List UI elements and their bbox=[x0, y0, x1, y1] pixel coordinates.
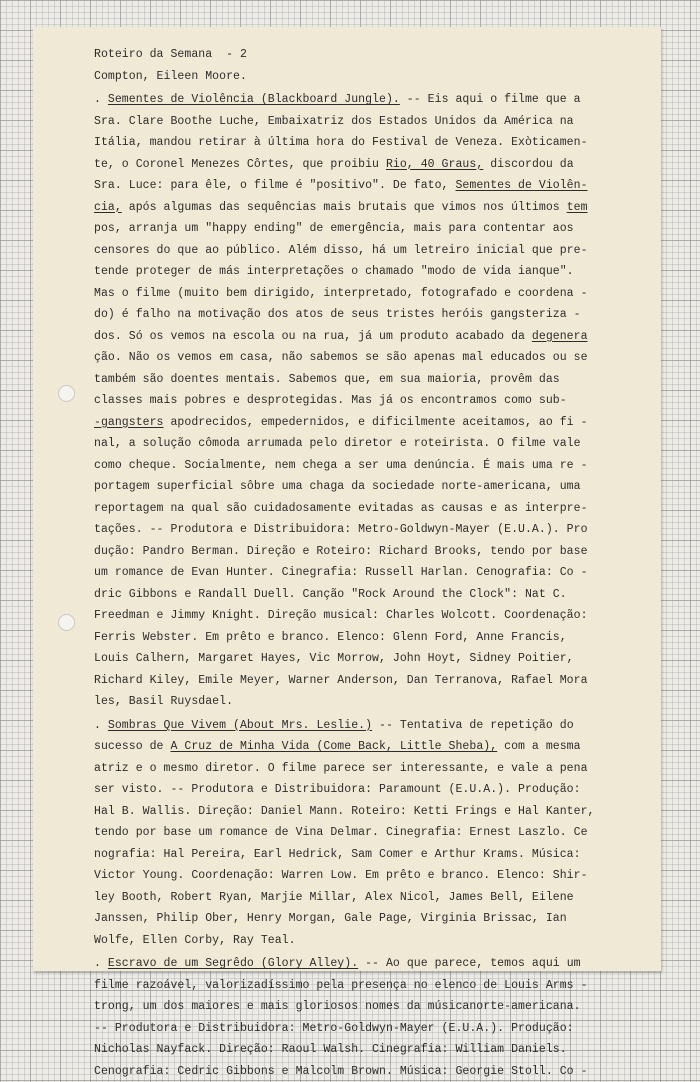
text-line: nal, a solução cômoda arrumada pelo diretor e roteirista. O filme vale bbox=[94, 433, 641, 455]
review-section bbox=[94, 89, 641, 713]
text-line: sucesso de A Cruz de Minha Vida (Come Back, Little Sheba), com a mesma bbox=[94, 736, 641, 758]
text-line: Itália, mandou retirar à última hora do Festival de Veneza. Exòticamen- bbox=[94, 132, 641, 154]
review-section bbox=[94, 715, 641, 952]
text-line: dric Gibbons e Randall Duell. Canção "Rock Around the Clock": Nat C. bbox=[94, 584, 641, 606]
text-line: trong, um dos maiores e mais gloriosos nomes da músicanorte-americana. bbox=[94, 996, 641, 1018]
text-line: Wolfe, Ellen Corby, Ray Teal. bbox=[94, 930, 641, 952]
text-line: cia, após algumas das sequências mais brutais que vimos nos últimos tem bbox=[94, 197, 641, 219]
text-line: . Sementes de Violência (Blackboard Jungle). -- Eis aqui o filme que a bbox=[94, 89, 641, 111]
text-line: . Sombras Que Vivem (About Mrs. Leslie.) -- Tentativa de repetição do bbox=[94, 715, 641, 737]
text-line: Sra. Clare Boothe Luche, Embaixatriz dos Estados Unidos da América na bbox=[94, 111, 641, 133]
page-number: - 2 bbox=[226, 48, 247, 61]
text-line: -- Produtora e Distribuidora: Metro-Goldwyn-Mayer (E.U.A.). Produção: bbox=[94, 1018, 641, 1040]
text-line: atriz e o mesmo diretor. O filme parece ser interessante, e vale a pena bbox=[94, 758, 641, 780]
typed-page bbox=[33, 27, 661, 971]
text-line: como cheque. Socialmente, nem chega a ser uma denúncia. É mais uma re - bbox=[94, 455, 641, 477]
text-line: . Escravo de um Segrêdo (Glory Alley). -- Ao que parece, temos aqui um bbox=[94, 953, 641, 975]
text-line: Nicholas Nayfack. Direção: Raoul Walsh. Cinegrafia: William Daniels. bbox=[94, 1039, 641, 1061]
text-line: dos. Só os vemos na escola ou na rua, já um produto acabado da degenera bbox=[94, 326, 641, 348]
text-line: te, o Coronel Menezes Côrtes, que proibiu Rio, 40 Graus, discordou da bbox=[94, 154, 641, 176]
text-line: censores do que ao público. Além disso, há um letreiro inicial que pre- bbox=[94, 240, 641, 262]
text-line: tações. -- Produtora e Distribuidora: Metro-Goldwyn-Mayer (E.U.A.). Pro bbox=[94, 519, 641, 541]
text-line: Victor Young. Coordenação: Warren Low. Em prêto e branco. Elenco: Shir- bbox=[94, 865, 641, 887]
text-line: tendo por base um romance de Vina Delmar. Cinegrafia: Ernest Laszlo. Ce bbox=[94, 822, 641, 844]
text-line: Sra. Luce: para êle, o filme é "positivo". De fato, Sementes de Violên- bbox=[94, 175, 641, 197]
text-line: Richard Kiley, Emile Meyer, Warner Anderson, Dan Terranova, Rafael Mora bbox=[94, 670, 641, 692]
text-line: Cenografia: Cedric Gibbons e Malcolm Brown. Música: Georgie Stoll. Co - bbox=[94, 1061, 641, 1082]
intro-line: Compton, Eileen Moore. bbox=[94, 66, 641, 88]
text-line: do) é falho na motivação dos atos de seus tristes heróis gangsteriza - bbox=[94, 304, 641, 326]
text-line: filme razoável, valorizadíssimo pela presença no elenco de Louis Arms - bbox=[94, 975, 641, 997]
punch-hole bbox=[58, 614, 75, 631]
text-line: ley Booth, Robert Ryan, Marjie Millar, Alex Nicol, James Bell, Eilene bbox=[94, 887, 641, 909]
review-section bbox=[94, 953, 641, 1082]
page-header bbox=[94, 44, 641, 66]
text-line: Janssen, Philip Ober, Henry Morgan, Gale Page, Virginia Brissac, Ian bbox=[94, 908, 641, 930]
text-line: dução: Pandro Berman. Direção e Roteiro: Richard Brooks, tendo por base bbox=[94, 541, 641, 563]
text-line: portagem superficial sôbre uma chaga da sociedade norte-americana, uma bbox=[94, 476, 641, 498]
text-line: pos, arranja um "happy ending" de emergência, mais para contentar aos bbox=[94, 218, 641, 240]
text-line: um romance de Evan Hunter. Cinegrafia: Russell Harlan. Cenografia: Co - bbox=[94, 562, 641, 584]
text-line: Hal B. Wallis. Direção: Daniel Mann. Roteiro: Ketti Frings e Hal Kanter, bbox=[94, 801, 641, 823]
header-title: Roteiro da Semana bbox=[94, 48, 212, 61]
text-line: Louis Calhern, Margaret Hayes, Vic Morrow, John Hoyt, Sidney Poitier, bbox=[94, 648, 641, 670]
text-line: ção. Não os vemos em casa, não sabemos se são apenas mal educados ou se bbox=[94, 347, 641, 369]
text-line: nografia: Hal Pereira, Earl Hedrick, Sam Comer e Arthur Krams. Música: bbox=[94, 844, 641, 866]
text-line: Freedman e Jimmy Knight. Direção musical: Charles Wolcott. Coordenação: bbox=[94, 605, 641, 627]
text-line: les, Basil Ruysdael. bbox=[94, 691, 641, 713]
text-line: reportagem na qual são cuidadosamente evitadas as causas e as interpre- bbox=[94, 498, 641, 520]
text-line: Ferris Webster. Em prêto e branco. Elenco: Glenn Ford, Anne Francis, bbox=[94, 627, 641, 649]
text-line: classes mais pobres e desprotegidas. Mas já os encontramos como sub- bbox=[94, 390, 641, 412]
punch-hole bbox=[58, 385, 75, 402]
text-line: tende proteger de más interpretações o chamado "modo de vida ianque". bbox=[94, 261, 641, 283]
text-line: -gangsters apodrecidos, empedernidos, e dificilmente aceitamos, ao fi - bbox=[94, 412, 641, 434]
text-line: Mas o filme (muito bem dirigido, interpretado, fotografado e coordena - bbox=[94, 283, 641, 305]
text-line: também são doentes mentais. Sabemos que, em sua maioria, provêm das bbox=[94, 369, 641, 391]
text-line: ser visto. -- Produtora e Distribuidora: Paramount (E.U.A.). Produção: bbox=[94, 779, 641, 801]
